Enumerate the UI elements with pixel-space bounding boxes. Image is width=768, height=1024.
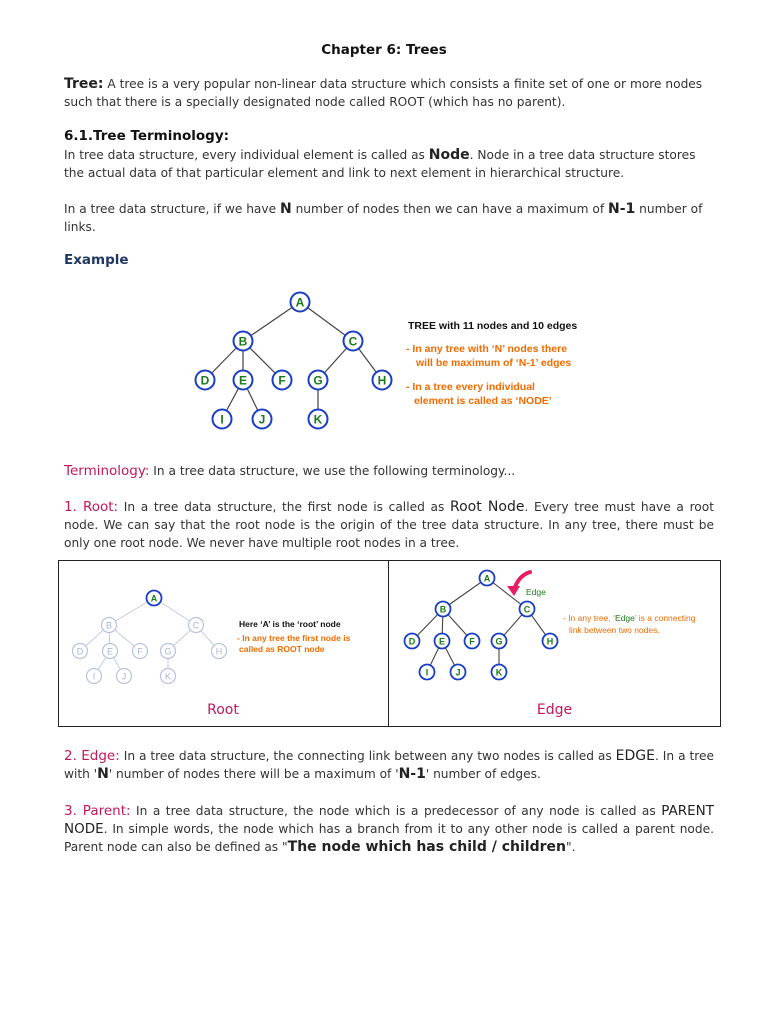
node-c [344, 332, 363, 351]
tree-definition-text: A tree is a very popular non-linear data structure which consists a finite set of one or more nodes such that there is a specially designated node called ROOT (which has no parent). [64, 77, 703, 109]
svg-text:G: G [495, 636, 503, 647]
figure-panels-divider [388, 560, 389, 727]
edge-mid2: ' number of nodes there will be a maximum of ' [108, 767, 399, 781]
svg-text:G: G [164, 646, 172, 657]
root-note-title: Here ‘A’ is the ‘root’ node [239, 619, 341, 629]
edge-panel-node-d [405, 634, 420, 649]
svg-text:E: E [238, 373, 248, 388]
parent-pre: In a tree data structure, the node which is a predecessor of any node is called as [130, 804, 662, 818]
edge-bold-term: EDGE [615, 748, 655, 764]
links-paragraph-post: number of links. [64, 202, 703, 234]
tree-figure [0, 280, 768, 440]
node-i [213, 410, 232, 429]
svg-text:J: J [258, 412, 266, 427]
parent-term: 3. Parent: [64, 803, 131, 819]
svg-text:C: C [192, 620, 200, 631]
root-node-term: Root Node [449, 499, 525, 515]
root-panel-figure [60, 562, 386, 692]
root-panel-node-k [161, 669, 176, 684]
svg-text:E: E [106, 646, 114, 657]
links-paragraph-pre: In a tree data structure, if we have [64, 202, 280, 216]
edge-term: 2. Edge: [64, 748, 120, 764]
figure-note1-line2: will be maximum of ‘N-1’ edges [416, 357, 572, 369]
node-b [234, 332, 253, 351]
svg-text:F: F [469, 636, 475, 647]
root-panel-node-c [189, 618, 204, 633]
root-term: 1. Root: [64, 499, 119, 515]
parent-node-term: PARENT NODE [64, 803, 714, 837]
node-a [291, 293, 310, 312]
node-h [373, 371, 392, 390]
node-e [234, 371, 253, 390]
root-note-line1: - In any tree the first node is [237, 633, 351, 643]
node-d [196, 371, 215, 390]
tree-edges [205, 302, 382, 419]
svg-text:A: A [483, 573, 491, 584]
root-panel-node-g [161, 644, 176, 659]
root-paragraph [64, 498, 714, 552]
root-panel-node-d [73, 644, 88, 659]
svg-text:I: I [92, 671, 96, 682]
node-paragraph [64, 146, 714, 182]
svg-text:C: C [348, 334, 358, 349]
svg-text:F: F [137, 646, 143, 657]
edge-note-line1: - In any tree, ‘Edge’ is a connecting [563, 613, 696, 623]
edge-panel-node-f [465, 634, 480, 649]
svg-text:B: B [439, 604, 447, 615]
svg-text:D: D [408, 636, 416, 647]
node-term: Node [428, 147, 470, 163]
tree-term: Tree: [64, 76, 104, 92]
root-panel-node-b [102, 618, 117, 633]
svg-text:G: G [313, 373, 323, 388]
edge-panel-node-g [492, 634, 507, 649]
svg-text:E: E [438, 636, 446, 647]
svg-text:I: I [425, 667, 429, 678]
node-k [309, 410, 328, 429]
terminology-line [64, 462, 714, 480]
svg-text:H: H [377, 373, 387, 388]
terminology-term: Terminology: [64, 463, 150, 479]
svg-text:H: H [546, 636, 554, 647]
node-g [309, 371, 328, 390]
links-n: N [279, 201, 292, 217]
parent-post: ". [565, 840, 576, 854]
svg-text:A: A [295, 295, 305, 310]
tree-nodes [196, 293, 392, 429]
svg-text:B: B [238, 334, 248, 349]
node-paragraph-pre: In tree data structure, every individual element is called as [64, 148, 429, 162]
parent-paragraph [64, 802, 714, 856]
root-pre: In a tree data structure, the first node is called as [118, 500, 450, 514]
figure-note1-line1: - In any tree with ‘N’ nodes there [406, 343, 568, 355]
root-panel-node-i [87, 669, 102, 684]
links-paragraph [64, 200, 714, 236]
svg-text:I: I [220, 412, 224, 427]
links-n-minus-1: N-1 [608, 201, 636, 217]
root-panel-node-h [212, 644, 227, 659]
parent-mid: . In simple words, the node which has a branch from it to any other node is called a parent node. Parent node can also be defined as " [64, 822, 714, 854]
figure-note2-line1: - In a tree every individual [406, 381, 535, 393]
figure-note2-line2: element is called as ‘NODE’ [414, 395, 552, 407]
svg-text:B: B [105, 620, 113, 631]
svg-text:D: D [76, 646, 84, 657]
edge-panel-node-c [520, 602, 535, 617]
svg-text:J: J [121, 671, 127, 682]
root-panel-node-e [103, 644, 118, 659]
tree-definition [64, 75, 714, 111]
edge-label: Edge [526, 587, 546, 597]
edge-panel-node-b [436, 602, 451, 617]
root-panel-node-f [133, 644, 148, 659]
root-panel-node-j [117, 669, 132, 684]
root-post: . Every tree must have a root node. We can say that the root node is the origin of the tree data structure. In any tree, there must be only one root node. We never have multiple root nodes in a tree. [64, 500, 714, 550]
node-paragraph-post: . Node in a tree data structure stores the actual data of that particular element and link to next element in hierarchical structure. [64, 148, 696, 180]
svg-text:C: C [523, 604, 531, 615]
svg-text:D: D [200, 373, 210, 388]
edge-caption: Edge [536, 702, 573, 718]
root-panel-edges [80, 598, 219, 676]
edge-panel-node-a [480, 571, 495, 586]
edge-panel-node-h [543, 634, 558, 649]
page-title: Chapter 6: Trees [321, 42, 447, 58]
svg-text:J: J [455, 667, 461, 678]
example-label: Example [64, 252, 129, 268]
edge-paragraph [64, 747, 714, 783]
edge-pre: In a tree data structure, the connecting link between any two nodes is called as [119, 749, 616, 763]
svg-text:A: A [150, 593, 158, 604]
edge-post: ' number of edges. [425, 767, 541, 781]
terminology-text: In a tree data structure, we use the following terminology... [149, 464, 516, 478]
edge-n: N [97, 766, 109, 782]
figure-caption-title: TREE with 11 nodes and 10 edges [408, 320, 578, 332]
section-heading: 6.1.Tree Terminology: [64, 128, 230, 144]
edge-mid: . In a tree with ' [64, 749, 715, 781]
svg-text:H: H [215, 646, 223, 657]
edge-panel-figure [390, 562, 719, 692]
edge-panel-node-e [435, 634, 450, 649]
edge-panel-node-i [420, 665, 435, 680]
parent-definition: The node which has child / children [287, 839, 566, 855]
root-panel-node-a [147, 591, 162, 606]
svg-text:K: K [313, 412, 323, 427]
root-caption: Root [207, 702, 239, 718]
edge-note-line2: link between two nodes. [569, 625, 660, 635]
svg-text:F: F [278, 373, 286, 388]
svg-text:K: K [164, 671, 172, 682]
edge-panel-node-j [451, 665, 466, 680]
node-j [253, 410, 272, 429]
svg-text:K: K [495, 667, 503, 678]
node-f [273, 371, 292, 390]
links-paragraph-mid: number of nodes then we can have a maximum of [291, 202, 609, 216]
edge-panel-node-k [492, 665, 507, 680]
root-note-line2: called as ROOT node [239, 644, 325, 654]
edge-n-minus-1: N-1 [398, 766, 426, 782]
